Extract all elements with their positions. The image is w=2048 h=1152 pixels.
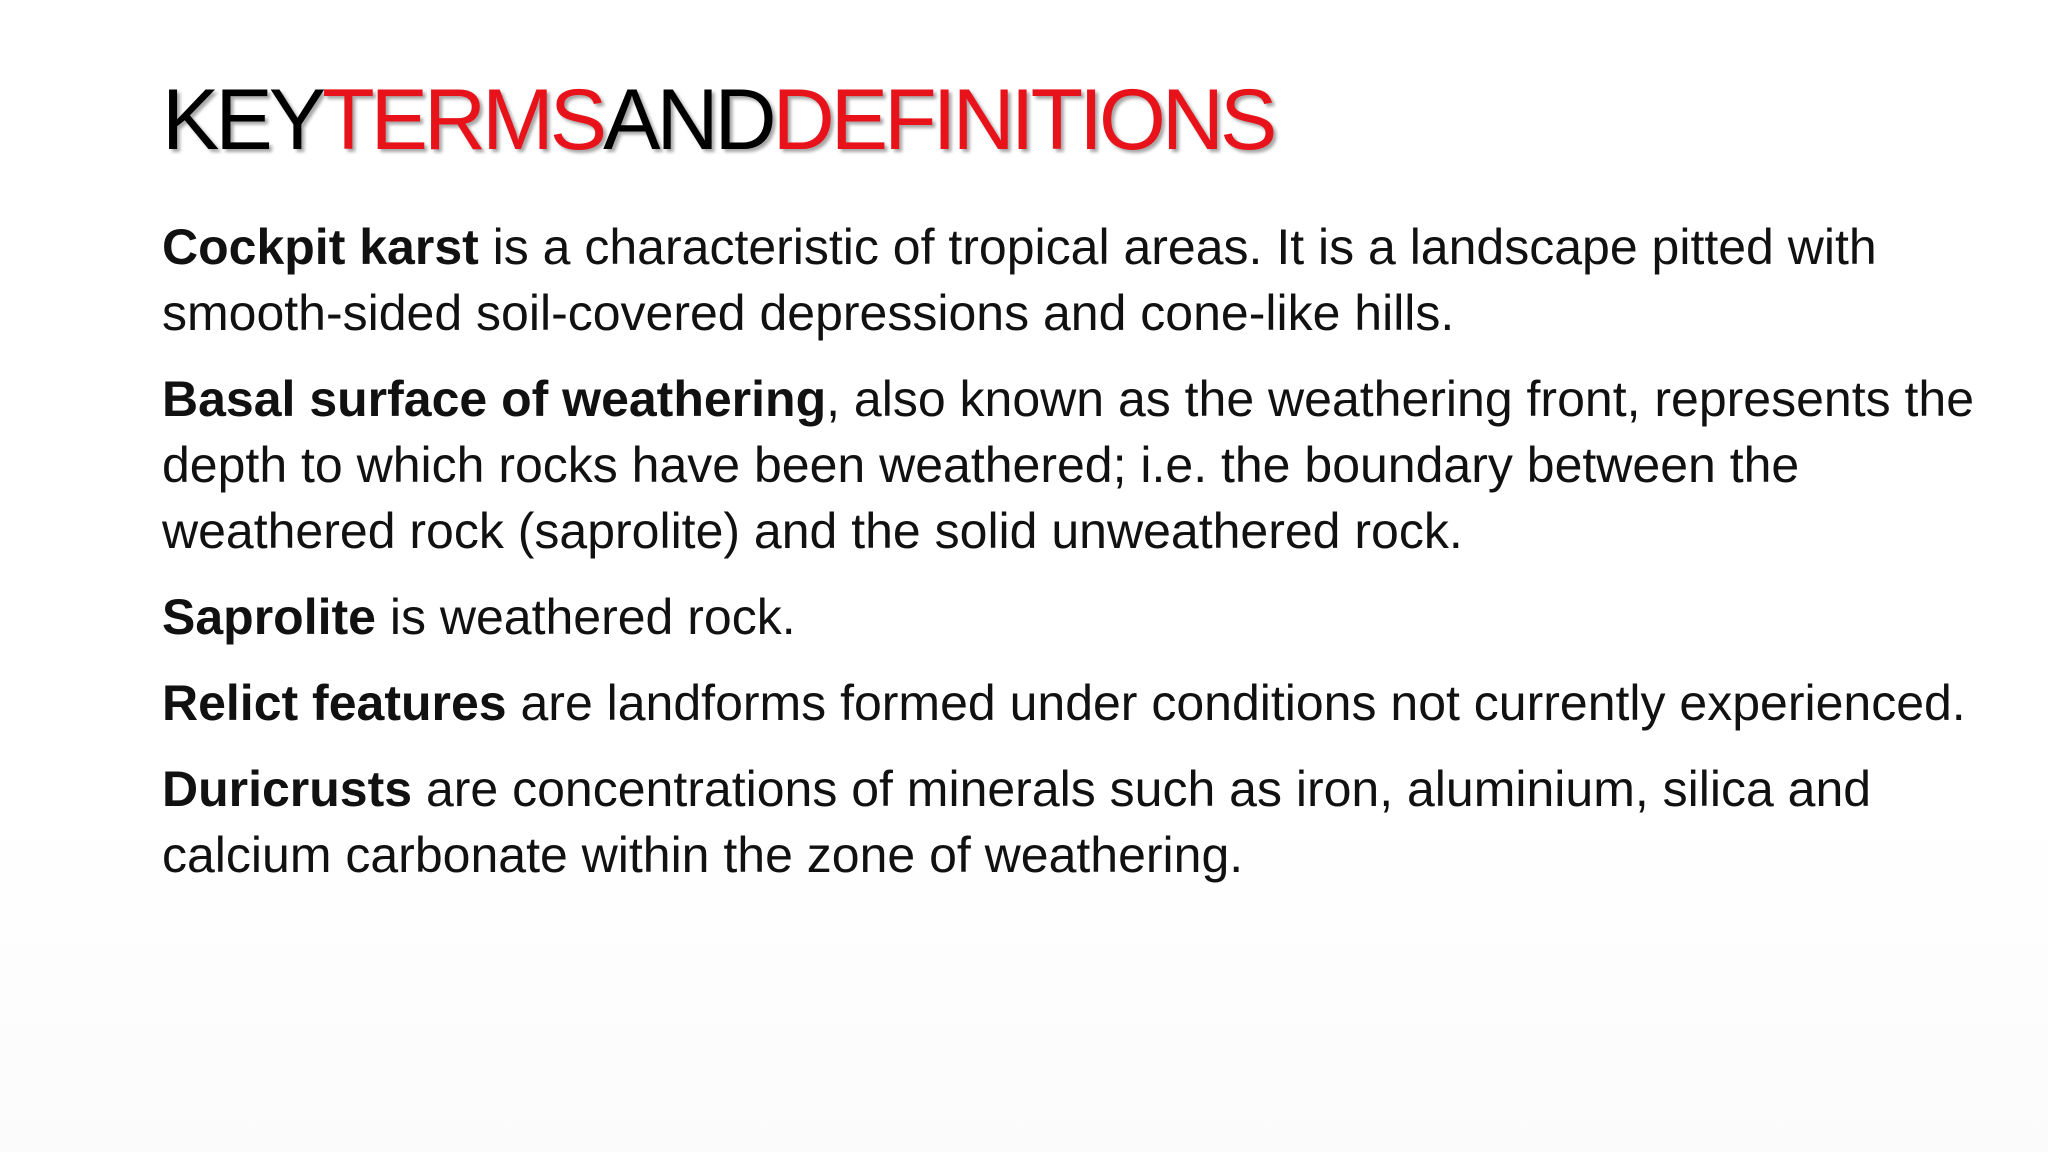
title-part-definitions: DEFINITIONS bbox=[772, 72, 1274, 168]
term-label: Relict features bbox=[162, 675, 507, 731]
definitions-list bbox=[162, 214, 2002, 908]
term-label: Cockpit karst bbox=[162, 219, 479, 275]
title-part-key: KEY bbox=[162, 72, 323, 168]
definition-saprolite bbox=[162, 584, 2002, 650]
title-part-terms: TERMS bbox=[322, 72, 604, 168]
term-definition: , also known as the weathering front, represents the depth to which rocks have been weathered; i.e. the boundary between the weathered rock (saprolite) and the solid unweathered rock. bbox=[162, 371, 1975, 559]
term-definition: are concentrations of minerals such as iron, aluminium, silica and calcium carbonate within the zone of weathering. bbox=[162, 761, 1872, 883]
definition-basal-surface bbox=[162, 366, 2002, 564]
definition-relict-features bbox=[162, 670, 2002, 736]
term-label: Basal surface of weathering bbox=[162, 371, 827, 427]
slide-title bbox=[162, 70, 1273, 170]
term-label: Saprolite bbox=[162, 589, 376, 645]
definition-duricrusts bbox=[162, 756, 2002, 888]
term-definition: are landforms formed under conditions not currently experienced. bbox=[506, 675, 1966, 731]
title-part-and: AND bbox=[603, 72, 773, 168]
term-label: Duricrusts bbox=[162, 761, 413, 817]
term-definition: is a characteristic of tropical areas. It is a landscape pitted with smooth-sided soil-covered depressions and cone-like hills. bbox=[162, 219, 1877, 341]
term-definition: is weathered rock. bbox=[375, 589, 796, 645]
definition-cockpit-karst bbox=[162, 214, 2002, 346]
